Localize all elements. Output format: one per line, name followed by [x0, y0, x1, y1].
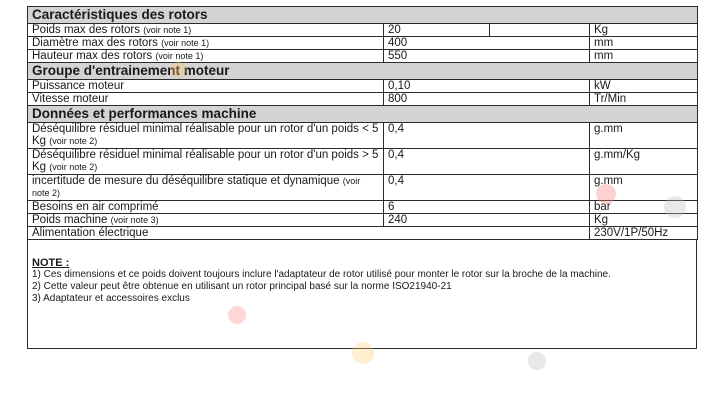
row-unit: mm — [590, 50, 698, 63]
table-row — [28, 80, 698, 93]
spec-sheet — [27, 6, 697, 394]
section-header — [28, 7, 698, 24]
section-title: Données et performances machine — [28, 106, 698, 123]
section-title: Caractéristiques des rotors — [28, 7, 698, 24]
row-label: Puissance moteur — [28, 80, 384, 93]
note-item: 2) Cette valeur peut être obtenue en utilisant un rotor principal basé sur la norme ISO21940-21 — [32, 281, 452, 292]
row-unit: kW — [590, 80, 698, 93]
row-value: 0,4 — [384, 149, 590, 175]
row-label: Besoins en air comprimé — [28, 201, 384, 214]
row-empty — [490, 24, 590, 37]
row-value: 240 — [384, 214, 590, 227]
table-row — [28, 50, 698, 63]
row-value: 550 — [384, 50, 590, 63]
row-label: Hauteur max des rotors (voir note 1) — [28, 50, 384, 63]
section-header — [28, 106, 698, 123]
table-row — [28, 227, 698, 240]
row-unit: 230V/1P/50Hz — [590, 227, 698, 240]
table-row — [28, 214, 698, 227]
table-row — [28, 93, 698, 106]
row-value: 800 — [384, 93, 590, 106]
table-row — [28, 149, 698, 175]
row-value: 0,10 — [384, 80, 590, 93]
table-row — [28, 175, 698, 201]
row-label: Diamètre max des rotors (voir note 1) — [28, 37, 384, 50]
table-row — [28, 123, 698, 149]
row-label: Vitesse moteur — [28, 93, 384, 106]
row-label: Poids machine (voir note 3) — [28, 214, 384, 227]
row-unit: g.mm/Kg — [590, 149, 698, 175]
row-unit: g.mm — [590, 123, 698, 149]
row-label: Déséquilibre résiduel minimal réalisable pour un rotor d'un poids > 5 Kg (voir note 2) — [28, 149, 384, 175]
row-unit: Kg — [590, 24, 698, 37]
table-row — [28, 201, 698, 214]
row-value: 400 — [384, 37, 590, 50]
table-row — [28, 37, 698, 50]
row-label: Poids max des rotors (voir note 1) — [28, 24, 384, 37]
row-value: 20 — [384, 24, 490, 37]
section-title: Groupe d'entrainement moteur — [28, 63, 698, 80]
notes-box — [27, 240, 697, 349]
row-unit: g.mm — [590, 175, 698, 201]
row-value: 6 — [384, 201, 590, 214]
note-item: 3) Adaptateur et accessoires exclus — [32, 293, 190, 304]
notes-title: NOTE : — [32, 257, 70, 269]
table-row — [28, 24, 698, 37]
row-unit: bar — [590, 201, 698, 214]
note-item: 1) Ces dimensions et ce poids doivent toujours inclure l'adaptateur de rotor utilisé pour monter le rotor sur la broche de la machine. — [32, 269, 611, 280]
row-label: Alimentation électrique — [28, 227, 590, 240]
row-unit: Kg — [590, 214, 698, 227]
row-unit: mm — [590, 37, 698, 50]
notes-content — [32, 257, 692, 305]
spec-table — [27, 6, 698, 240]
row-value: 0,4 — [384, 123, 590, 149]
section-header — [28, 63, 698, 80]
row-value: 0,4 — [384, 175, 590, 201]
row-label: incertitude de mesure du déséquilibre statique et dynamique (voir note 2) — [28, 175, 384, 201]
row-unit: Tr/Min — [590, 93, 698, 106]
row-label: Déséquilibre résiduel minimal réalisable pour un rotor d'un poids < 5 Kg (voir note 2) — [28, 123, 384, 149]
